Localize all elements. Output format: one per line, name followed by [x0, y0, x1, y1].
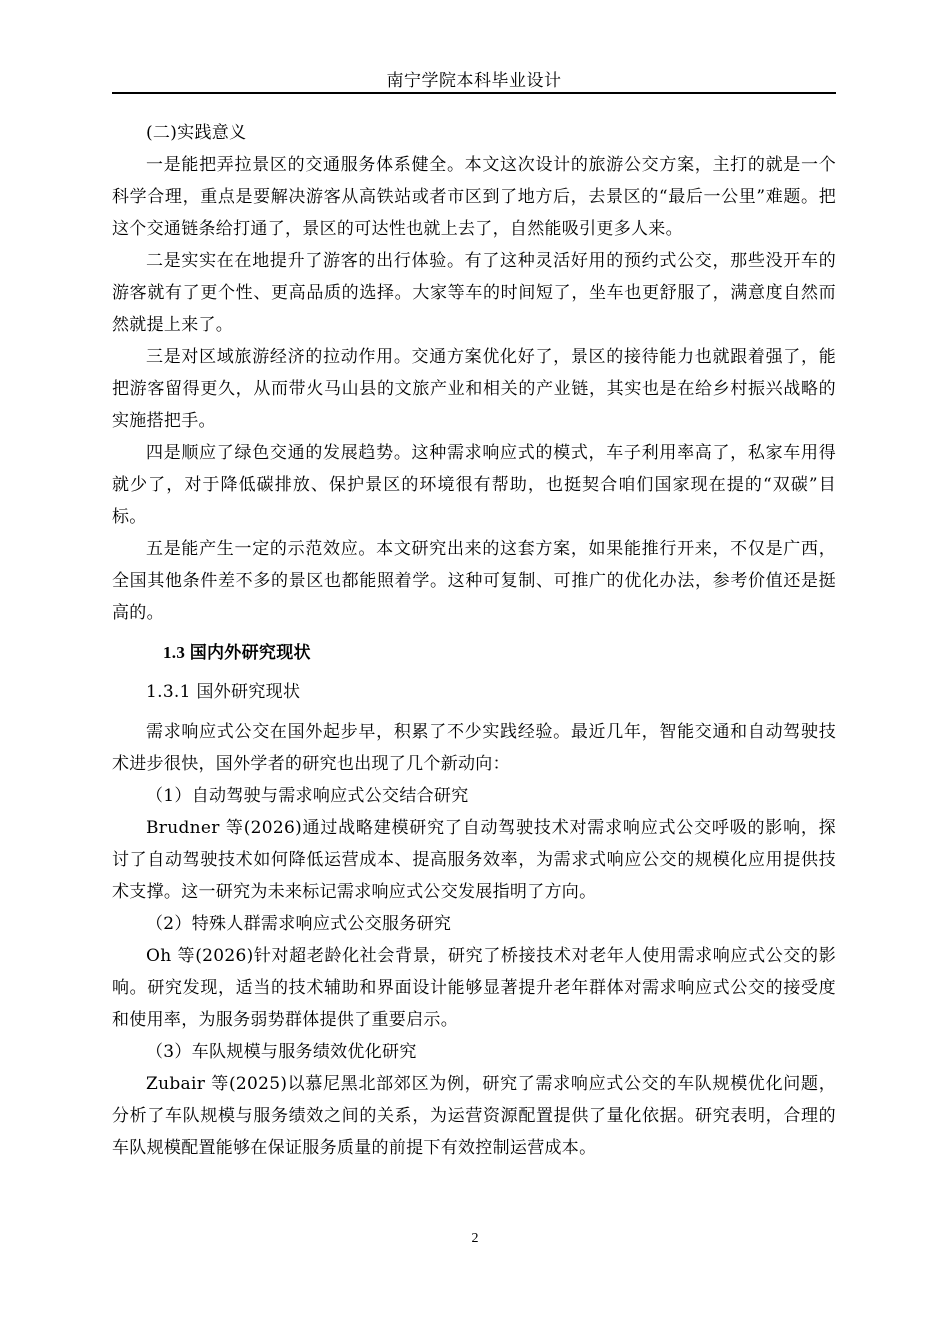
foreign-research-intro: 需求响应式公交在国外起步早，积累了不少实践经验。最近几年，智能交通和自动驾驶技术进步很快，国外学者的研究也出现了几个新动向： [112, 722, 836, 774]
research-item-title-1: （1）自动驾驶与需求响应式公交结合研究 [146, 786, 469, 806]
research-item-text-3: Zubair 等(2025)以慕尼黑北部郊区为例，研究了需求响应式公交的车队规模优化问题，分析了车队规模与服务绩效之间的关系，为运营资源配置提供了量化依据。研究表明，合理的车队规模配置能够在保证服务质量的前提下有效控制运营成本。 [112, 1074, 836, 1158]
page-header-title: 南宁学院本科毕业设计 [386, 71, 562, 91]
practice-paragraph-5: 五是能产生一定的示范效应。本文研究出来的这套方案，如果能推行开来，不仅是广西，全国其他条件差不多的景区也都能照着学。这种可复制、可推广的优化办法，参考价值还是挺高的。 [112, 539, 836, 623]
practice-heading: (二)实践意义 [146, 123, 247, 143]
practice-paragraph-2: 二是实实在在地提升了游客的出行体验。有了这种灵活好用的预约式公交，那些没开车的游客就有了更个性、更高品质的选择。大家等车的时间短了，坐车也更舒服了，满意度自然而然就提上来了。 [112, 251, 836, 335]
research-item-title-2: （2）特殊人群需求响应式公交服务研究 [146, 914, 452, 934]
practice-paragraph-1: 一是能把弄拉景区的交通服务体系健全。本文这次设计的旅游公交方案，主打的就是一个科学合理，重点是要解决游客从高铁站或者市区到了地方后，去景区的“最后一公里”难题。把这个交通链条给打通了，景区的可达性也就上去了，自然能吸引更多人来。 [112, 155, 836, 239]
page-number: 2 [471, 1231, 479, 1246]
header-rule [112, 92, 836, 94]
page-body [112, 117, 836, 1164]
practice-paragraph-4: 四是顺应了绿色交通的发展趋势。这种需求响应式的模式，车子利用率高了，私家车用得就少了，对于降低碳排放、保护景区的环境很有帮助，也挺契合咱们国家现在提的“双碳”目标。 [112, 443, 836, 527]
subsection-heading-1-3-1: 1.3.1 国外研究现状 [146, 682, 301, 702]
research-item-title-3: （3）车队规模与服务绩效优化研究 [146, 1042, 417, 1062]
research-item-text-2: Oh 等(2026)针对超老龄化社会背景，研究了桥接技术对老年人使用需求响应式公交的影响。研究发现，适当的技术辅助和界面设计能够显著提升老年群体对需求响应式公交的接受度和使用率，为服务弱势群体提供了重要启示。 [112, 946, 836, 1030]
research-item-text-1: Brudner 等(2026)通过战略建模研究了自动驾驶技术对需求响应式公交呼吸的影响，探讨了自动驾驶技术如何降低运营成本、提高服务效率，为需求式响应公交的规模化应用提供技术支撑。这一研究为未来标记需求响应式公交发展指明了方向。 [112, 818, 836, 902]
practice-paragraph-3: 三是对区域旅游经济的拉动作用。交通方案优化好了，景区的接待能力也就跟着强了，能把游客留得更久，从而带火马山县的文旅产业和相关的产业链，其实也是在给乡村振兴战略的实施搭把手。 [112, 347, 836, 431]
section-heading-1-3: 1.3 国内外研究现状 [163, 643, 311, 662]
